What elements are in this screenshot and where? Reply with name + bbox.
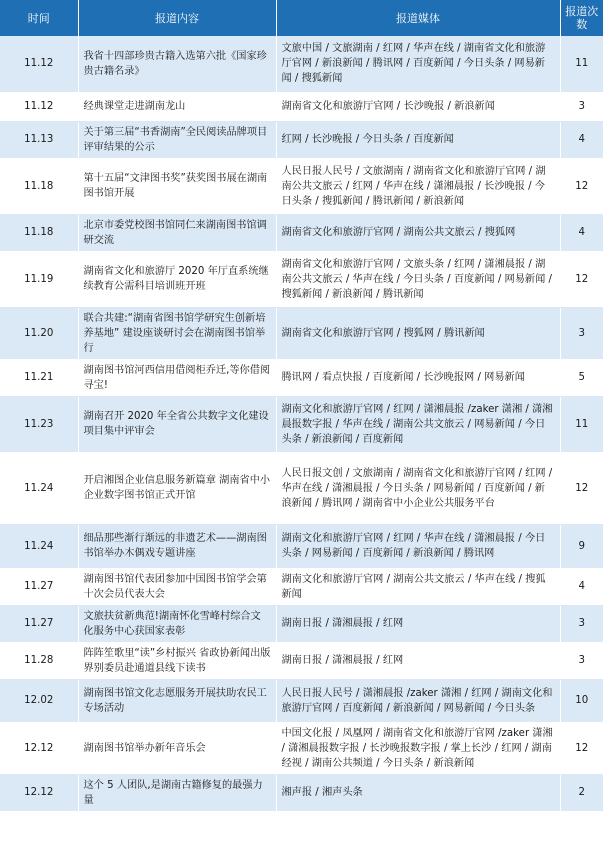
table-row xyxy=(0,524,603,568)
table-row xyxy=(0,251,603,307)
row-media: 湖南日报 / 潇湘晨报 / 红网 xyxy=(276,605,560,642)
table-header xyxy=(0,0,603,36)
row-media: 湖南文化和旅游厅官网 / 湖南公共文旅云 / 华声在线 / 搜狐新闻 xyxy=(276,568,560,605)
row-content: 湖南召开 2020 年全省公共数字文化建设项目集中评审会 xyxy=(78,396,276,452)
row-count: 12 xyxy=(560,251,603,307)
row-media: 中国文化报 / 凤凰网 / 湖南省文化和旅游厅官网 /zaker 潇湘 / 潇湘晨报数字报 / 长沙晚报数字报 / 掌上长沙 / 红网 / 湖南经视 / 湖南公共频道 / 今日头条 / 新浪新闻 xyxy=(276,722,560,774)
row-content: 湖南图书馆举办新年音乐会 xyxy=(78,722,276,774)
row-media: 红网 / 长沙晚报 / 今日头条 / 百度新闻 xyxy=(276,121,560,158)
row-content: 北京市委党校图书馆同仁来湖南图书馆调研交流 xyxy=(78,214,276,251)
table-row xyxy=(0,158,603,214)
row-count: 12 xyxy=(560,452,603,524)
row-count: 9 xyxy=(560,524,603,568)
table-row xyxy=(0,605,603,642)
row-content: 第十五届“文津图书奖”获奖图书展在湖南图书馆开展 xyxy=(78,158,276,214)
row-content: 阵阵笙歌里“读”乡村振兴 省政协新闻出版界别委员赴通道县线下读书 xyxy=(78,642,276,679)
row-count: 11 xyxy=(560,36,603,92)
row-time: 11.24 xyxy=(0,524,78,568)
row-content: 联合共建:“湖南省图书馆学研究生创新培养基地” 建设座谈研讨会在湖南图书馆举行 xyxy=(78,307,276,359)
table-row xyxy=(0,307,603,359)
row-media: 人民日报人民号 / 潇湘晨报 /zaker 潇湘 / 红网 / 湖南文化和旅游厅官网 / 百度新闻 / 新浪新闻 / 网易新闻 / 今日头条 xyxy=(276,679,560,722)
row-count: 4 xyxy=(560,568,603,605)
row-time: 11.19 xyxy=(0,251,78,307)
row-time: 11.21 xyxy=(0,359,78,396)
row-count: 12 xyxy=(560,158,603,214)
row-time: 12.12 xyxy=(0,722,78,774)
row-content: 经典课堂走进湖南龙山 xyxy=(78,92,276,121)
row-media: 湖南省文化和旅游厅官网 / 长沙晚报 / 新浪新闻 xyxy=(276,92,560,121)
row-content: 湖南图书馆文化志愿服务开展扶助农民工专场活动 xyxy=(78,679,276,722)
row-media: 湖南日报 / 潇湘晨报 / 红网 xyxy=(276,642,560,679)
table-row xyxy=(0,568,603,605)
row-time: 12.02 xyxy=(0,679,78,722)
row-media: 湖南文化和旅游厅官网 / 红网 / 华声在线 / 潇湘晨报 / 今日头条 / 网易新闻 / 百度新闻 / 新浪新闻 / 腾讯网 xyxy=(276,524,560,568)
table-row xyxy=(0,722,603,774)
row-time: 12.12 xyxy=(0,774,78,811)
table-row xyxy=(0,642,603,679)
row-time: 11.24 xyxy=(0,452,78,524)
row-time: 11.13 xyxy=(0,121,78,158)
row-time: 11.23 xyxy=(0,396,78,452)
header-content: 报道内容 xyxy=(78,0,276,36)
row-media: 湖南省文化和旅游厅官网 / 搜狐网 / 腾讯新闻 xyxy=(276,307,560,359)
header-row xyxy=(0,0,603,36)
row-content: 湖南图书馆代表团参加中国图书馆学会第十次会员代表大会 xyxy=(78,568,276,605)
table-row xyxy=(0,92,603,121)
row-time: 11.27 xyxy=(0,568,78,605)
row-count: 3 xyxy=(560,642,603,679)
row-content: 湖南省文化和旅游厅 2020 年厅直系统继续教育公需科目培训班开班 xyxy=(78,251,276,307)
row-count: 5 xyxy=(560,359,603,396)
row-time: 11.27 xyxy=(0,605,78,642)
row-time: 11.12 xyxy=(0,92,78,121)
row-count: 4 xyxy=(560,121,603,158)
row-content: 我省十四部珍贵古籍入选第六批《国家珍贵古籍名录》 xyxy=(78,36,276,92)
table-row xyxy=(0,396,603,452)
row-media: 湘声报 / 湘声头条 xyxy=(276,774,560,811)
row-content: 湖南图书馆河西信用借阅柜乔迁,等你借阅寻宝! xyxy=(78,359,276,396)
row-media: 人民日报人民号 / 文旅湖南 / 湖南省文化和旅游厅官网 / 湖南公共文旅云 / 红网 / 华声在线 / 潇湘晨报 / 长沙晚报 / 今日头条 / 搜狐新闻 / 腾讯新闻 / 新浪新闻 xyxy=(276,158,560,214)
row-count: 12 xyxy=(560,722,603,774)
row-media: 湖南省文化和旅游厅官网 / 文旅头条 / 红网 / 潇湘晨报 / 湖南公共文旅云 / 华声在线 / 今日头条 / 百度新闻 / 网易新闻 / 搜狐新闻 / 新浪新闻 / 腾讯新闻 xyxy=(276,251,560,307)
row-media: 湖南省文化和旅游厅官网 / 湖南公共文旅云 / 搜狐网 xyxy=(276,214,560,251)
header-time: 时间 xyxy=(0,0,78,36)
row-count: 2 xyxy=(560,774,603,811)
row-count: 3 xyxy=(560,92,603,121)
row-time: 11.12 xyxy=(0,36,78,92)
row-media: 湖南文化和旅游厅官网 / 红网 / 潇湘晨报 /zaker 潇湘 / 潇湘晨报数字报 / 华声在线 / 湖南公共文旅云 / 网易新闻 / 今日头条 / 新浪新闻 / 百度新闻 xyxy=(276,396,560,452)
table-row xyxy=(0,121,603,158)
row-time: 11.18 xyxy=(0,158,78,214)
row-content: 细品那些渐行渐远的非遗艺术——湖南图书馆举办木偶戏专题讲座 xyxy=(78,524,276,568)
row-count: 3 xyxy=(560,605,603,642)
row-media: 腾讯网 / 看点快报 / 百度新闻 / 长沙晚报网 / 网易新闻 xyxy=(276,359,560,396)
table-row xyxy=(0,359,603,396)
header-count: 报道次数 xyxy=(560,0,603,36)
row-content: 文旅扶贫新典范!湖南怀化雪峰村综合文化服务中心获国家表彰 xyxy=(78,605,276,642)
row-content: 这个 5 人团队,是湖南古籍修复的最强力量 xyxy=(78,774,276,811)
table-row xyxy=(0,214,603,251)
row-count: 4 xyxy=(560,214,603,251)
table-row xyxy=(0,36,603,92)
table-row xyxy=(0,452,603,524)
row-media: 人民日报文创 / 文旅湖南 / 湖南省文化和旅游厅官网 / 红网 / 华声在线 / 潇湘晨报 / 今日头条 / 网易新闻 / 百度新闻 / 新浪新闻 / 腾讯网 / 湖南省中小企业公共服务平台 xyxy=(276,452,560,524)
table-body xyxy=(0,36,603,811)
row-media: 文旅中国 / 文旅湖南 / 红网 / 华声在线 / 湖南省文化和旅游厅官网 / 新浪新闻 / 腾讯网 / 百度新闻 / 今日头条 / 网易新闻 / 搜狐新闻 xyxy=(276,36,560,92)
header-media: 报道媒体 xyxy=(276,0,560,36)
row-time: 11.18 xyxy=(0,214,78,251)
table-row xyxy=(0,679,603,722)
row-count: 10 xyxy=(560,679,603,722)
row-content: 关于第三届“书香湖南”全民阅读品牌项目评审结果的公示 xyxy=(78,121,276,158)
row-time: 11.20 xyxy=(0,307,78,359)
table-row xyxy=(0,774,603,811)
row-count: 11 xyxy=(560,396,603,452)
row-count: 3 xyxy=(560,307,603,359)
row-time: 11.28 xyxy=(0,642,78,679)
row-content: 开启湘图企业信息服务新篇章 湖南省中小企业数字图书馆正式开馆 xyxy=(78,452,276,524)
